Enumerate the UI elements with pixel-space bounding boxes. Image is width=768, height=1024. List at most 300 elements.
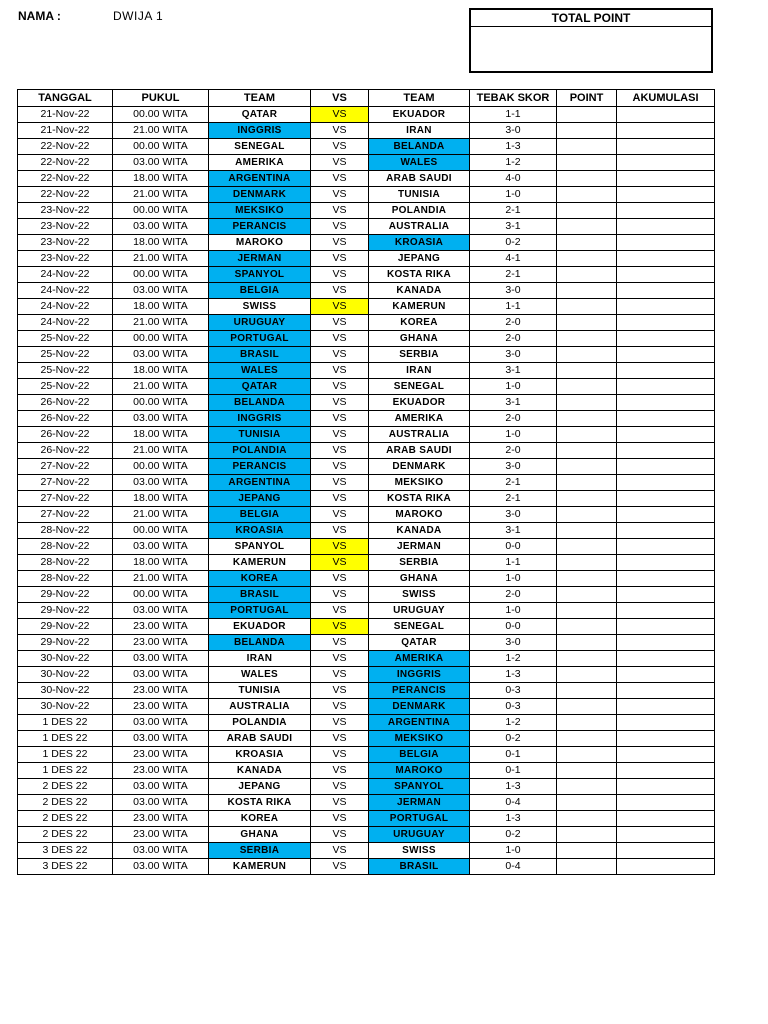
cell-akumulasi[interactable]	[617, 251, 715, 267]
table-row	[18, 459, 715, 475]
cell-akumulasi[interactable]	[617, 523, 715, 539]
cell-point[interactable]	[557, 139, 617, 155]
prediction-table	[17, 89, 715, 875]
cell-tebak-skor[interactable]: 1-2	[470, 155, 557, 171]
cell-tebak-skor[interactable]: 3-0	[470, 123, 557, 139]
cell-point[interactable]	[557, 283, 617, 299]
cell-pukul: 23.00 WITA	[113, 683, 209, 699]
cell-akumulasi[interactable]	[617, 811, 715, 827]
cell-team-away: DENMARK	[369, 699, 470, 715]
cell-point[interactable]	[557, 379, 617, 395]
cell-team-home: SPANYOL	[209, 539, 311, 555]
cell-tanggal: 3 DES 22	[18, 843, 113, 859]
cell-team-home: KANADA	[209, 763, 311, 779]
cell-point[interactable]	[557, 155, 617, 171]
cell-vs: VS	[311, 283, 369, 299]
cell-akumulasi[interactable]	[617, 507, 715, 523]
cell-akumulasi[interactable]	[617, 555, 715, 571]
cell-vs: VS	[311, 219, 369, 235]
table-header-row	[18, 90, 715, 107]
cell-akumulasi[interactable]	[617, 331, 715, 347]
cell-pukul: 00.00 WITA	[113, 267, 209, 283]
total-point-value[interactable]	[471, 27, 711, 71]
cell-vs: VS	[311, 347, 369, 363]
cell-team-home: GHANA	[209, 827, 311, 843]
cell-akumulasi[interactable]	[617, 379, 715, 395]
cell-pukul: 03.00 WITA	[113, 731, 209, 747]
cell-team-away: URUGUAY	[369, 827, 470, 843]
cell-point[interactable]	[557, 219, 617, 235]
cell-team-home: PORTUGAL	[209, 331, 311, 347]
cell-tebak-skor[interactable]: 2-0	[470, 331, 557, 347]
cell-akumulasi[interactable]	[617, 283, 715, 299]
cell-point[interactable]	[557, 587, 617, 603]
cell-team-home: KOREA	[209, 811, 311, 827]
cell-tebak-skor[interactable]: 3-0	[470, 507, 557, 523]
cell-point[interactable]	[557, 571, 617, 587]
cell-tebak-skor[interactable]: 2-1	[470, 267, 557, 283]
cell-pukul: 03.00 WITA	[113, 475, 209, 491]
cell-tanggal: 27-Nov-22	[18, 507, 113, 523]
cell-point[interactable]	[557, 715, 617, 731]
cell-team-away: BELGIA	[369, 747, 470, 763]
table-row	[18, 315, 715, 331]
cell-tebak-skor[interactable]: 0-2	[470, 235, 557, 251]
table-row	[18, 171, 715, 187]
table-row	[18, 843, 715, 859]
col-header-pukul: PUKUL	[113, 90, 209, 107]
table-row	[18, 347, 715, 363]
cell-tebak-skor[interactable]: 1-1	[470, 299, 557, 315]
table-row	[18, 299, 715, 315]
cell-pukul: 00.00 WITA	[113, 459, 209, 475]
table-row	[18, 715, 715, 731]
cell-tanggal: 29-Nov-22	[18, 635, 113, 651]
cell-tebak-skor[interactable]: 3-0	[470, 459, 557, 475]
table-row	[18, 379, 715, 395]
cell-tanggal: 25-Nov-22	[18, 379, 113, 395]
cell-point[interactable]	[557, 347, 617, 363]
cell-pukul: 18.00 WITA	[113, 171, 209, 187]
cell-team-home: DENMARK	[209, 187, 311, 203]
cell-tebak-skor[interactable]: 0-1	[470, 763, 557, 779]
cell-team-home: PERANCIS	[209, 219, 311, 235]
cell-vs: VS	[311, 267, 369, 283]
cell-akumulasi[interactable]	[617, 571, 715, 587]
cell-point[interactable]	[557, 619, 617, 635]
cell-tanggal: 23-Nov-22	[18, 235, 113, 251]
cell-point[interactable]	[557, 395, 617, 411]
cell-akumulasi[interactable]	[617, 619, 715, 635]
cell-tebak-skor[interactable]: 0-1	[470, 747, 557, 763]
cell-tebak-skor[interactable]: 0-3	[470, 683, 557, 699]
cell-point[interactable]	[557, 651, 617, 667]
cell-tanggal: 26-Nov-22	[18, 443, 113, 459]
cell-point[interactable]	[557, 443, 617, 459]
cell-tanggal: 2 DES 22	[18, 795, 113, 811]
cell-vs: VS	[311, 507, 369, 523]
table-row	[18, 411, 715, 427]
cell-point[interactable]	[557, 107, 617, 123]
cell-team-home: WALES	[209, 667, 311, 683]
cell-vs: VS	[311, 315, 369, 331]
table-row	[18, 475, 715, 491]
cell-team-home: TUNISIA	[209, 427, 311, 443]
cell-tebak-skor[interactable]: 0-4	[470, 795, 557, 811]
cell-tebak-skor[interactable]: 0-0	[470, 539, 557, 555]
cell-tebak-skor[interactable]: 3-0	[470, 635, 557, 651]
cell-pukul: 23.00 WITA	[113, 827, 209, 843]
cell-akumulasi[interactable]	[617, 427, 715, 443]
cell-team-home: SERBIA	[209, 843, 311, 859]
cell-tebak-skor[interactable]: 3-1	[470, 395, 557, 411]
table-row	[18, 699, 715, 715]
cell-vs: VS	[311, 395, 369, 411]
cell-pukul: 18.00 WITA	[113, 299, 209, 315]
cell-tebak-skor[interactable]: 0-2	[470, 731, 557, 747]
cell-tebak-skor[interactable]: 1-0	[470, 187, 557, 203]
cell-akumulasi[interactable]	[617, 491, 715, 507]
cell-point[interactable]	[557, 331, 617, 347]
cell-akumulasi[interactable]	[617, 683, 715, 699]
cell-vs: VS	[311, 475, 369, 491]
cell-akumulasi[interactable]	[617, 443, 715, 459]
cell-team-home: IRAN	[209, 651, 311, 667]
cell-pukul: 03.00 WITA	[113, 651, 209, 667]
cell-tanggal: 21-Nov-22	[18, 107, 113, 123]
cell-team-home: KROASIA	[209, 747, 311, 763]
cell-tebak-skor[interactable]: 0-0	[470, 619, 557, 635]
cell-pukul: 21.00 WITA	[113, 187, 209, 203]
cell-point[interactable]	[557, 683, 617, 699]
cell-team-away: MEKSIKO	[369, 475, 470, 491]
cell-akumulasi[interactable]	[617, 859, 715, 875]
cell-vs: VS	[311, 331, 369, 347]
cell-akumulasi[interactable]	[617, 395, 715, 411]
cell-akumulasi[interactable]	[617, 187, 715, 203]
cell-point[interactable]	[557, 603, 617, 619]
cell-tebak-skor[interactable]: 1-2	[470, 715, 557, 731]
cell-tebak-skor[interactable]: 3-1	[470, 219, 557, 235]
cell-point[interactable]	[557, 187, 617, 203]
cell-pukul: 03.00 WITA	[113, 715, 209, 731]
cell-pukul: 00.00 WITA	[113, 139, 209, 155]
total-point-box	[469, 8, 713, 73]
cell-tebak-skor[interactable]: 3-1	[470, 363, 557, 379]
table-row	[18, 619, 715, 635]
cell-team-away: MAROKO	[369, 507, 470, 523]
cell-team-home: BRASIL	[209, 587, 311, 603]
cell-vs: VS	[311, 587, 369, 603]
cell-point[interactable]	[557, 763, 617, 779]
cell-tebak-skor[interactable]: 1-0	[470, 843, 557, 859]
cell-tebak-skor[interactable]: 0-3	[470, 699, 557, 715]
cell-point[interactable]	[557, 427, 617, 443]
cell-team-away: SPANYOL	[369, 779, 470, 795]
cell-point[interactable]	[557, 827, 617, 843]
cell-tebak-skor[interactable]: 1-0	[470, 427, 557, 443]
cell-akumulasi[interactable]	[617, 747, 715, 763]
table-row	[18, 731, 715, 747]
cell-point[interactable]	[557, 123, 617, 139]
cell-vs: VS	[311, 747, 369, 763]
cell-point[interactable]	[557, 475, 617, 491]
cell-tebak-skor[interactable]: 1-0	[470, 379, 557, 395]
cell-pukul: 00.00 WITA	[113, 107, 209, 123]
cell-tanggal: 29-Nov-22	[18, 587, 113, 603]
table-row	[18, 155, 715, 171]
cell-tanggal: 25-Nov-22	[18, 331, 113, 347]
table-row	[18, 667, 715, 683]
cell-tanggal: 1 DES 22	[18, 731, 113, 747]
cell-tanggal: 3 DES 22	[18, 859, 113, 875]
cell-pukul: 03.00 WITA	[113, 347, 209, 363]
cell-akumulasi[interactable]	[617, 347, 715, 363]
cell-tebak-skor[interactable]: 1-1	[470, 555, 557, 571]
cell-point[interactable]	[557, 251, 617, 267]
cell-vs: VS	[311, 235, 369, 251]
cell-tanggal: 1 DES 22	[18, 763, 113, 779]
cell-vs: VS	[311, 299, 369, 315]
cell-point[interactable]	[557, 667, 617, 683]
cell-team-home: KAMERUN	[209, 555, 311, 571]
nama-value[interactable]: DWIJA 1	[113, 9, 164, 23]
cell-tanggal: 30-Nov-22	[18, 651, 113, 667]
cell-tebak-skor[interactable]: 1-3	[470, 811, 557, 827]
cell-point[interactable]	[557, 811, 617, 827]
cell-tanggal: 26-Nov-22	[18, 395, 113, 411]
cell-akumulasi[interactable]	[617, 267, 715, 283]
table-row	[18, 251, 715, 267]
cell-team-home: POLANDIA	[209, 443, 311, 459]
cell-point[interactable]	[557, 523, 617, 539]
cell-team-away: IRAN	[369, 363, 470, 379]
cell-pukul: 03.00 WITA	[113, 667, 209, 683]
table-row	[18, 395, 715, 411]
cell-vs: VS	[311, 459, 369, 475]
cell-pukul: 03.00 WITA	[113, 539, 209, 555]
cell-pukul: 23.00 WITA	[113, 763, 209, 779]
cell-team-home: BRASIL	[209, 347, 311, 363]
cell-tebak-skor[interactable]: 3-0	[470, 347, 557, 363]
cell-point[interactable]	[557, 267, 617, 283]
cell-tanggal: 29-Nov-22	[18, 619, 113, 635]
cell-tebak-skor[interactable]: 2-1	[470, 491, 557, 507]
cell-akumulasi[interactable]	[617, 203, 715, 219]
cell-team-away: KOREA	[369, 315, 470, 331]
cell-point[interactable]	[557, 779, 617, 795]
cell-pukul: 18.00 WITA	[113, 427, 209, 443]
cell-point[interactable]	[557, 795, 617, 811]
cell-team-home: TUNISIA	[209, 683, 311, 699]
cell-tanggal: 25-Nov-22	[18, 363, 113, 379]
cell-team-away: ARAB SAUDI	[369, 171, 470, 187]
cell-point[interactable]	[557, 859, 617, 875]
cell-point[interactable]	[557, 235, 617, 251]
cell-point[interactable]	[557, 699, 617, 715]
cell-akumulasi[interactable]	[617, 843, 715, 859]
cell-vs: VS	[311, 811, 369, 827]
cell-akumulasi[interactable]	[617, 139, 715, 155]
cell-tebak-skor[interactable]: 1-3	[470, 667, 557, 683]
cell-vs: VS	[311, 363, 369, 379]
cell-point[interactable]	[557, 491, 617, 507]
cell-pukul: 21.00 WITA	[113, 379, 209, 395]
cell-team-away: KANADA	[369, 523, 470, 539]
cell-akumulasi[interactable]	[617, 795, 715, 811]
cell-pukul: 03.00 WITA	[113, 859, 209, 875]
cell-point[interactable]	[557, 731, 617, 747]
cell-team-home: KAMERUN	[209, 859, 311, 875]
cell-akumulasi[interactable]	[617, 475, 715, 491]
cell-team-away: SENEGAL	[369, 379, 470, 395]
cell-team-home: JEPANG	[209, 779, 311, 795]
cell-akumulasi[interactable]	[617, 411, 715, 427]
cell-tanggal: 21-Nov-22	[18, 123, 113, 139]
cell-point[interactable]	[557, 459, 617, 475]
cell-akumulasi[interactable]	[617, 459, 715, 475]
cell-vs: VS	[311, 619, 369, 635]
cell-tebak-skor[interactable]: 3-0	[470, 283, 557, 299]
cell-point[interactable]	[557, 539, 617, 555]
table-row	[18, 811, 715, 827]
cell-tebak-skor[interactable]: 3-1	[470, 523, 557, 539]
cell-akumulasi[interactable]	[617, 635, 715, 651]
cell-akumulasi[interactable]	[617, 235, 715, 251]
cell-point[interactable]	[557, 171, 617, 187]
table-row	[18, 139, 715, 155]
cell-point[interactable]	[557, 507, 617, 523]
cell-vs: VS	[311, 523, 369, 539]
cell-point[interactable]	[557, 843, 617, 859]
cell-point[interactable]	[557, 203, 617, 219]
cell-team-away: AMERIKA	[369, 411, 470, 427]
cell-tebak-skor[interactable]: 1-3	[470, 779, 557, 795]
cell-team-away: KOSTA RIKA	[369, 491, 470, 507]
cell-akumulasi[interactable]	[617, 315, 715, 331]
cell-akumulasi[interactable]	[617, 171, 715, 187]
table-row	[18, 203, 715, 219]
cell-team-away: BELANDA	[369, 139, 470, 155]
cell-akumulasi[interactable]	[617, 667, 715, 683]
cell-pukul: 03.00 WITA	[113, 779, 209, 795]
cell-akumulasi[interactable]	[617, 731, 715, 747]
cell-team-home: SPANYOL	[209, 267, 311, 283]
cell-team-home: BELGIA	[209, 283, 311, 299]
cell-akumulasi[interactable]	[617, 219, 715, 235]
cell-point[interactable]	[557, 299, 617, 315]
cell-vs: VS	[311, 171, 369, 187]
cell-akumulasi[interactable]	[617, 699, 715, 715]
cell-vs: VS	[311, 859, 369, 875]
table-row	[18, 363, 715, 379]
cell-team-home: ARAB SAUDI	[209, 731, 311, 747]
cell-point[interactable]	[557, 315, 617, 331]
cell-tanggal: 27-Nov-22	[18, 475, 113, 491]
cell-tebak-skor[interactable]: 1-0	[470, 571, 557, 587]
cell-vs: VS	[311, 683, 369, 699]
cell-akumulasi[interactable]	[617, 651, 715, 667]
table-row	[18, 603, 715, 619]
cell-tanggal: 22-Nov-22	[18, 171, 113, 187]
cell-team-away: TUNISIA	[369, 187, 470, 203]
cell-vs: VS	[311, 667, 369, 683]
cell-team-away: JERMAN	[369, 795, 470, 811]
cell-team-home: BELANDA	[209, 635, 311, 651]
cell-tebak-skor[interactable]: 1-0	[470, 603, 557, 619]
cell-tanggal: 26-Nov-22	[18, 411, 113, 427]
cell-tebak-skor[interactable]: 2-0	[470, 587, 557, 603]
cell-team-away: MAROKO	[369, 763, 470, 779]
cell-tebak-skor[interactable]: 2-0	[470, 443, 557, 459]
cell-tebak-skor[interactable]: 1-1	[470, 107, 557, 123]
cell-team-away: INGGRIS	[369, 667, 470, 683]
cell-tebak-skor[interactable]: 2-1	[470, 203, 557, 219]
cell-point[interactable]	[557, 363, 617, 379]
cell-vs: VS	[311, 379, 369, 395]
cell-akumulasi[interactable]	[617, 539, 715, 555]
cell-team-away: ARAB SAUDI	[369, 443, 470, 459]
table-row	[18, 187, 715, 203]
cell-akumulasi[interactable]	[617, 363, 715, 379]
cell-team-home: URUGUAY	[209, 315, 311, 331]
cell-team-home: INGGRIS	[209, 411, 311, 427]
cell-akumulasi[interactable]	[617, 827, 715, 843]
cell-tebak-skor[interactable]: 4-1	[470, 251, 557, 267]
cell-vs: VS	[311, 123, 369, 139]
cell-team-home: ARGENTINA	[209, 475, 311, 491]
cell-point[interactable]	[557, 411, 617, 427]
cell-tebak-skor[interactable]: 2-0	[470, 315, 557, 331]
cell-akumulasi[interactable]	[617, 763, 715, 779]
cell-tebak-skor[interactable]: 1-3	[470, 139, 557, 155]
table-row	[18, 539, 715, 555]
cell-team-away: DENMARK	[369, 459, 470, 475]
cell-tebak-skor[interactable]: 0-2	[470, 827, 557, 843]
cell-vs: VS	[311, 763, 369, 779]
cell-tanggal: 24-Nov-22	[18, 299, 113, 315]
cell-tanggal: 2 DES 22	[18, 811, 113, 827]
cell-akumulasi[interactable]	[617, 779, 715, 795]
cell-team-home: AMERIKA	[209, 155, 311, 171]
cell-team-away: SERBIA	[369, 555, 470, 571]
col-header-tebak-skor: TEBAK SKOR	[470, 90, 557, 107]
cell-tebak-skor[interactable]: 2-1	[470, 475, 557, 491]
cell-team-away: AUSTRALIA	[369, 427, 470, 443]
cell-team-home: JERMAN	[209, 251, 311, 267]
cell-akumulasi[interactable]	[617, 299, 715, 315]
cell-point[interactable]	[557, 555, 617, 571]
cell-akumulasi[interactable]	[617, 603, 715, 619]
cell-team-away: AUSTRALIA	[369, 219, 470, 235]
cell-team-home: PERANCIS	[209, 459, 311, 475]
cell-tebak-skor[interactable]: 2-0	[470, 411, 557, 427]
cell-tebak-skor[interactable]: 0-4	[470, 859, 557, 875]
cell-akumulasi[interactable]	[617, 123, 715, 139]
cell-akumulasi[interactable]	[617, 155, 715, 171]
cell-pukul: 18.00 WITA	[113, 363, 209, 379]
cell-pukul: 21.00 WITA	[113, 251, 209, 267]
table-row	[18, 523, 715, 539]
cell-tebak-skor[interactable]: 1-2	[470, 651, 557, 667]
cell-akumulasi[interactable]	[617, 107, 715, 123]
cell-akumulasi[interactable]	[617, 715, 715, 731]
cell-point[interactable]	[557, 635, 617, 651]
cell-point[interactable]	[557, 747, 617, 763]
table-row	[18, 555, 715, 571]
cell-tebak-skor[interactable]: 4-0	[470, 171, 557, 187]
cell-akumulasi[interactable]	[617, 587, 715, 603]
